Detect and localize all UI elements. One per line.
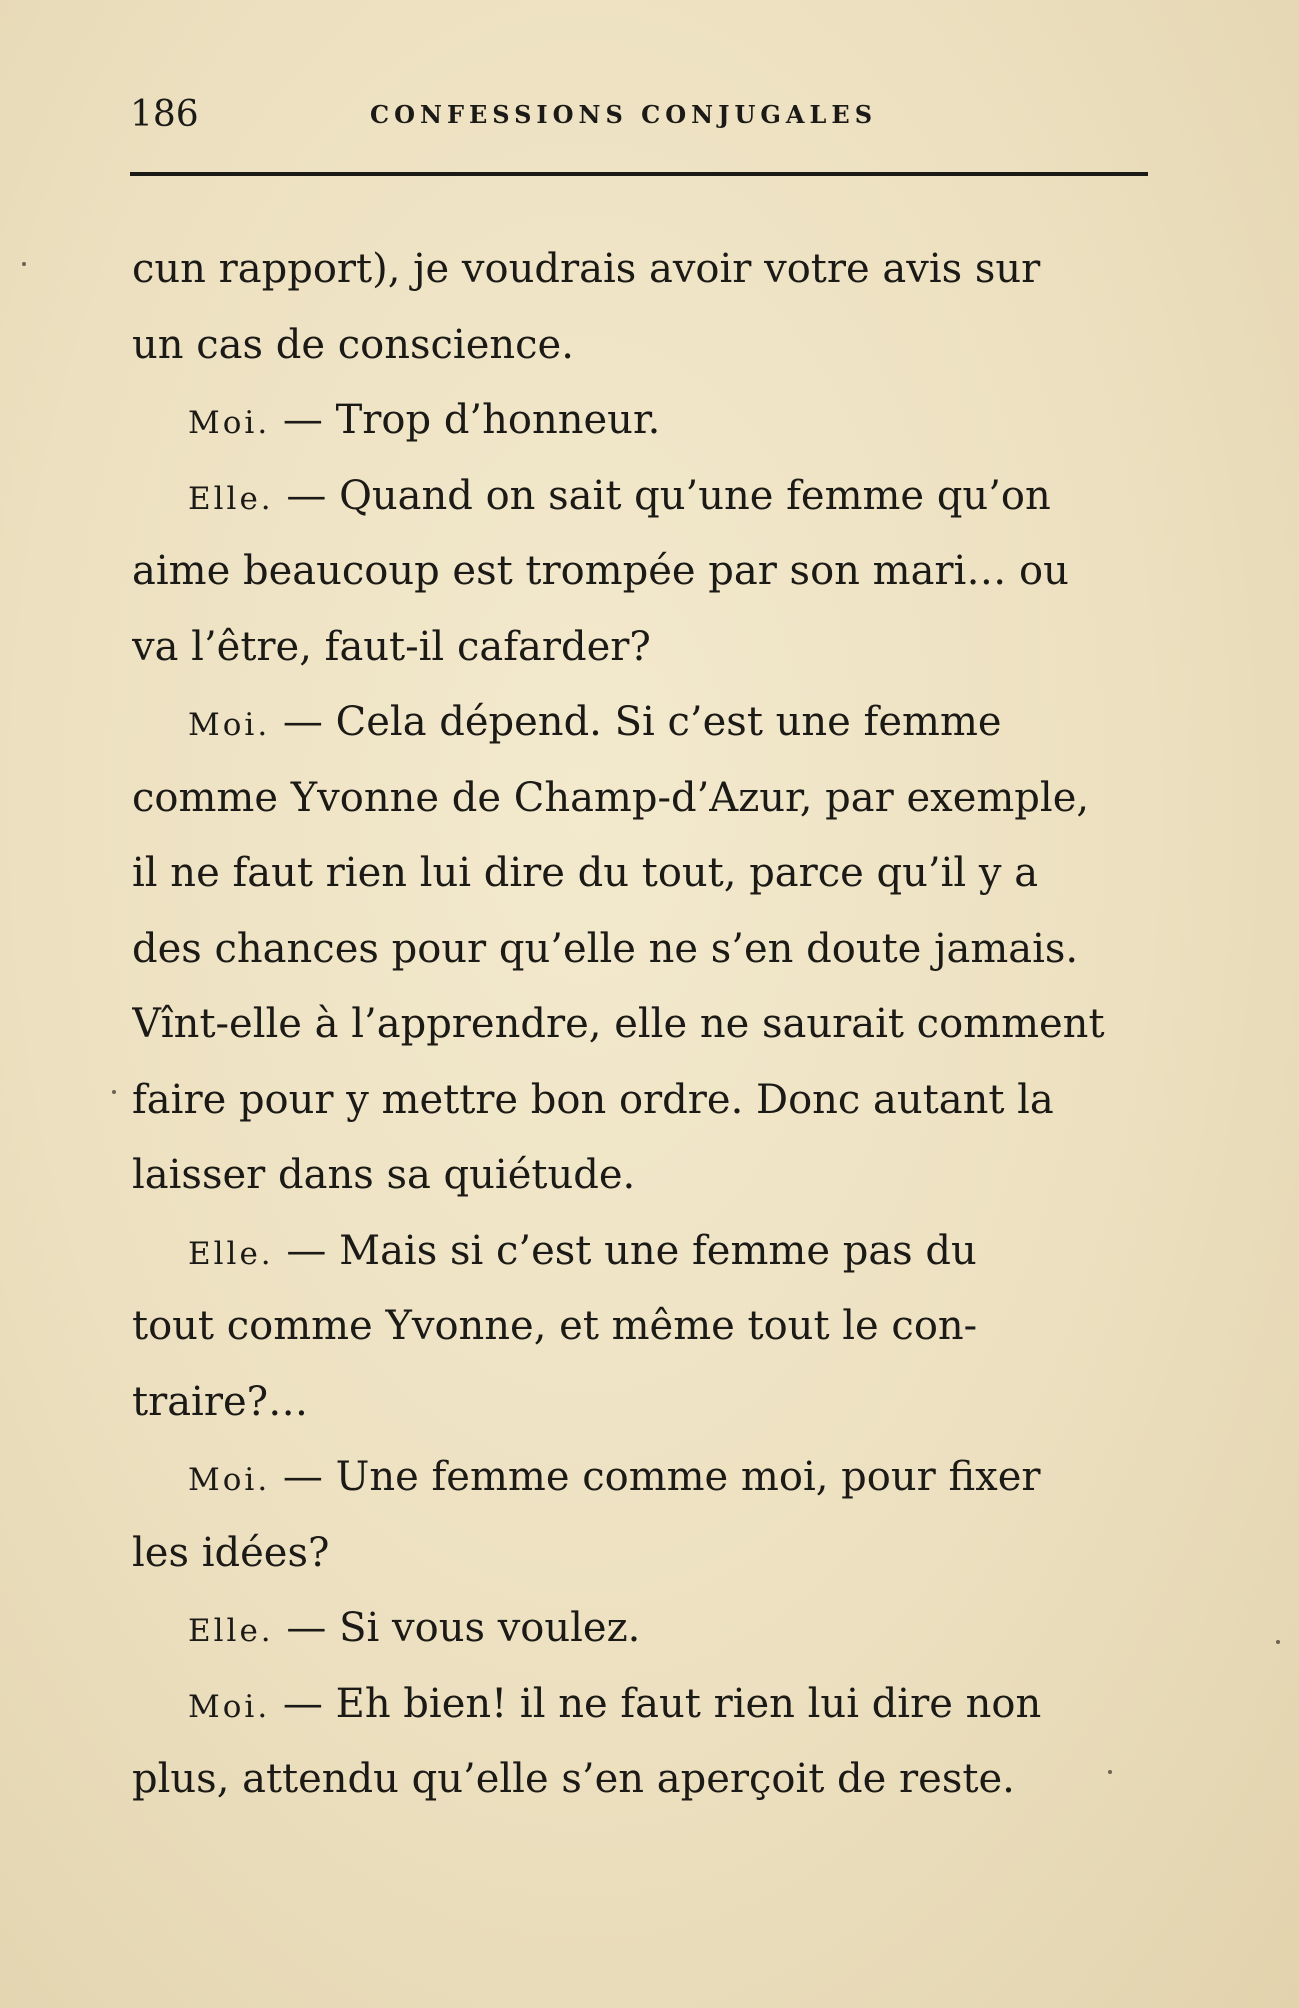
text-line [132,534,1148,610]
text-line [132,1365,1148,1441]
dialogue-line [132,1214,1148,1290]
speaker-label: Elle. [188,1235,274,1272]
paper-speck [1276,1640,1280,1644]
line-text: — Une femme comme moi, pour fixer [282,1454,1041,1500]
dialogue-line [132,383,1148,459]
line-text: tout comme Yvonne, et même tout le con- [132,1303,978,1349]
line-text: comme Yvonne de Champ-d’Azur, par exemple, [132,774,1090,821]
text-line [132,308,1148,384]
line-text: un cas de conscience. [132,321,574,368]
text-line [132,761,1148,837]
line-text: il ne faut rien lui dire du tout, parce qu’il y a [132,850,1039,896]
running-head [130,92,1148,138]
dialogue-line [132,1440,1148,1516]
paper-speck [1108,1770,1112,1774]
book-title: CONFESSIONS CONJUGALES [370,100,878,129]
line-text: laisser dans sa quiétude. [132,1152,636,1198]
line-text: — Cela dépend. Si c’est une femme [282,699,1002,745]
line-text: — Trop d’honneur. [282,397,661,443]
text-line [132,912,1148,988]
line-text: cun rapport), je voudrais avoir votre avis sur [132,246,1041,292]
text-line [132,836,1148,912]
line-text: aime beaucoup est trompée par son mari… ou [132,548,1069,594]
speaker-label: Elle. [188,480,274,517]
text-line [132,987,1148,1063]
speaker-label: Moi. [188,405,271,441]
dialogue-line [132,459,1148,535]
line-text: — Quand on sait qu’une femme qu’on [286,472,1051,519]
line-text: les idées? [132,1529,330,1576]
text-line [132,1742,1148,1818]
line-text: va l’être, faut-il cafarder? [132,623,651,670]
text-line [132,1138,1148,1214]
paper-speck [112,1090,116,1094]
body-text [132,232,1148,1818]
dialogue-line [132,685,1148,761]
line-text: traire?… [132,1378,309,1425]
line-text: des chances pour qu’elle ne s’en doute jamais. [132,925,1079,972]
text-line [132,1516,1148,1592]
line-text: — Mais si c’est une femme pas du [286,1227,977,1274]
dialogue-line [132,1591,1148,1667]
speaker-label: Moi. [188,707,271,743]
line-text: plus, attendu qu’elle s’en aperçoit de reste. [132,1756,1015,1802]
speaker-label: Elle. [188,1613,274,1649]
text-line [132,1289,1148,1365]
paper-speck [22,262,26,266]
text-line [132,232,1148,308]
line-text: — Si vous voulez. [286,1605,641,1651]
line-text: Vînt-elle à l’apprendre, elle ne saurait comment [132,1001,1105,1047]
speaker-label: Moi. [188,1462,271,1498]
speaker-label: Moi. [188,1688,271,1725]
line-text: faire pour y mettre bon ordre. Donc autant la [132,1076,1054,1123]
dialogue-line [132,1667,1148,1743]
page-number: 186 [130,94,199,135]
line-text: — Eh bien! il ne faut rien lui dire non [282,1680,1042,1727]
text-line [132,1063,1148,1139]
header-divider [130,172,1148,176]
text-line [132,610,1148,686]
